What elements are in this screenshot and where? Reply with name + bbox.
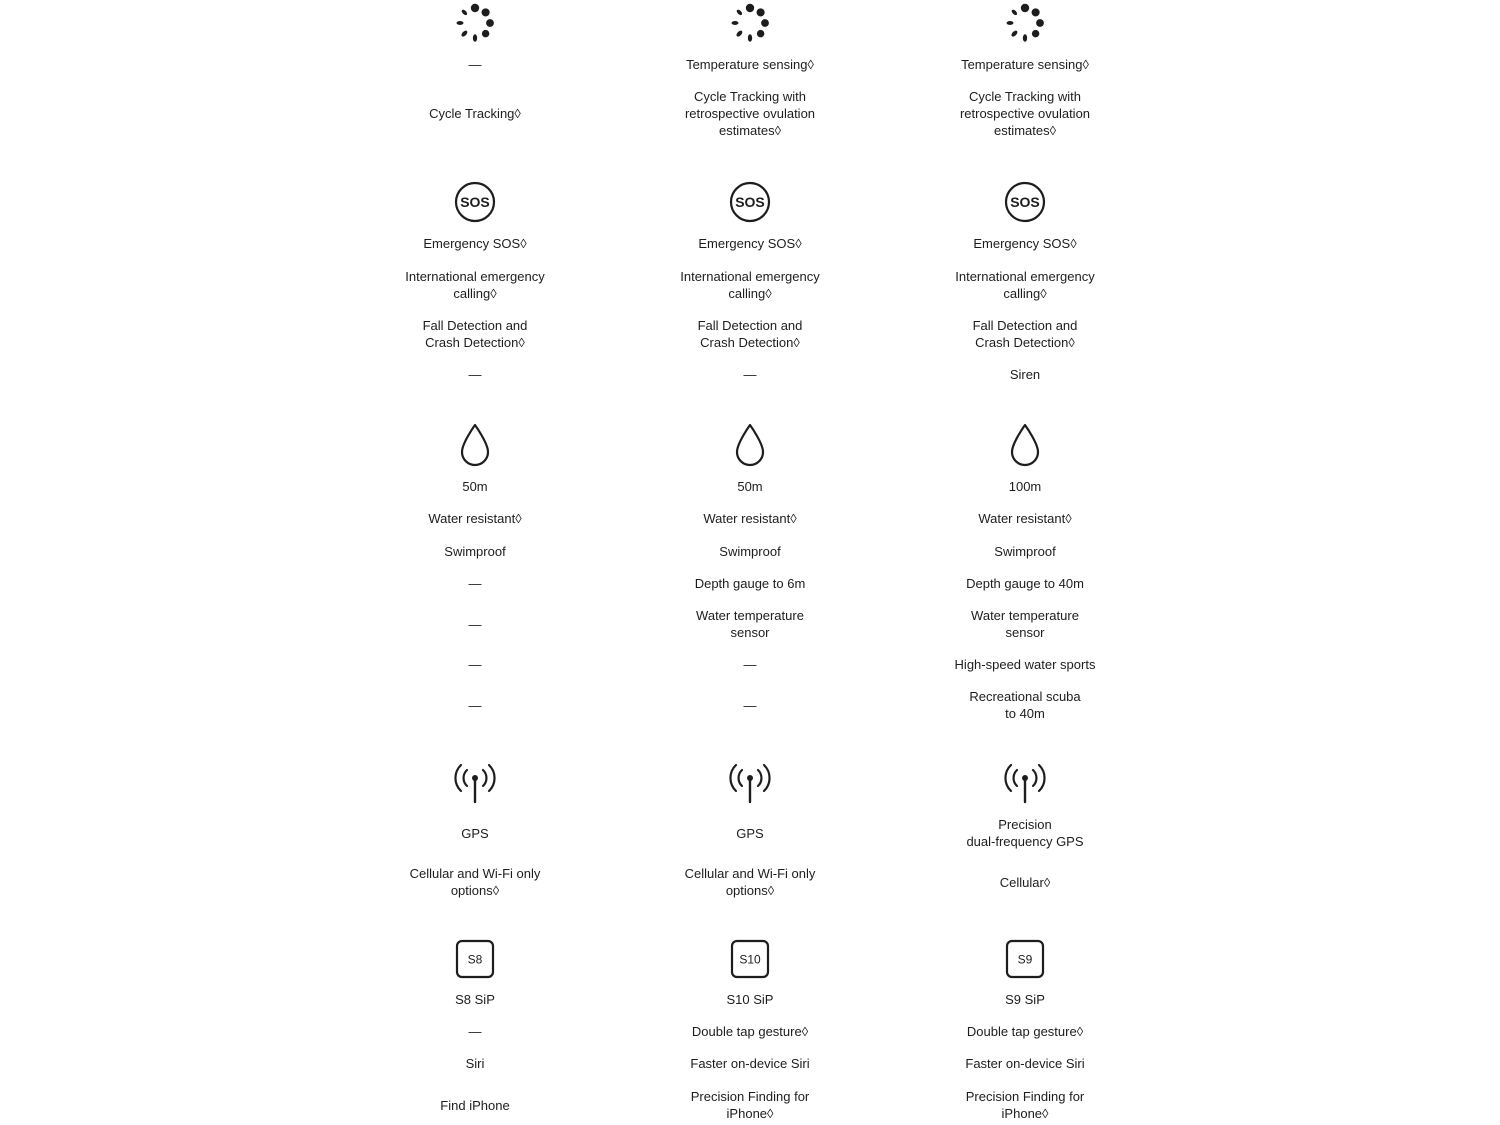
feature-sos: Emergency SOS◊	[698, 236, 802, 251]
loading-spinner-icon	[728, 1, 772, 45]
feature-swimproof: Swimproof	[719, 544, 781, 559]
feature-cycle: Cycle Tracking◊	[429, 106, 521, 121]
sos-icon-text: SOS	[1010, 194, 1040, 210]
feature-sos: Emergency SOS◊	[973, 236, 1077, 251]
feature-siren: —	[743, 367, 757, 382]
feature-siri: Siri	[465, 1056, 485, 1071]
feature-scuba: —	[468, 697, 482, 713]
feature-high-speed: High-speed water sports	[954, 657, 1096, 672]
feature-find: Precision Finding for iPhone◊	[690, 1089, 810, 1121]
feature-gps: GPS	[461, 825, 489, 841]
feature-depth-gauge: Depth gauge to 6m	[694, 576, 806, 591]
feature-depth-rating: 50m	[462, 479, 488, 494]
feature-fall: Fall Detection and Crash Detection◊	[697, 318, 803, 350]
feature-chip-label: S9 SiP	[1005, 992, 1045, 1007]
feature-chip-label: S10 SiP	[726, 992, 774, 1007]
water-drop-icon	[1009, 423, 1041, 467]
feature-water-temp: —	[468, 616, 482, 632]
sos-icon	[729, 181, 771, 223]
feature-fall: Fall Detection and Crash Detection◊	[422, 318, 528, 350]
feature-temperature: —	[468, 57, 482, 72]
feature-find: Find iPhone	[440, 1097, 510, 1113]
feature-temperature: Temperature sensing◊	[686, 57, 814, 72]
feature-siri: Faster on-device Siri	[690, 1056, 810, 1071]
feature-intl: International emergency calling◊	[955, 269, 1095, 301]
feature-siren: Siren	[1009, 367, 1041, 382]
water-drop-icon	[459, 423, 491, 467]
sos-icon	[1004, 181, 1046, 223]
feature-water-resistant: Water resistant◊	[703, 511, 797, 526]
feature-temperature: Temperature sensing◊	[961, 57, 1089, 72]
feature-siri: Faster on-device Siri	[965, 1056, 1085, 1071]
feature-cycle: Cycle Tracking with retrospective ovulation estimates◊	[684, 89, 816, 138]
feature-scuba: Recreational scuba to 40m	[969, 689, 1081, 721]
loading-spinner-icon	[1003, 1, 1047, 45]
feature-cellular: Cellular◊	[999, 874, 1051, 890]
antenna-signal-icon	[452, 762, 498, 804]
loading-spinner-icon	[453, 1, 497, 45]
antenna-signal-icon	[1002, 762, 1048, 804]
chip-icon	[1005, 939, 1045, 979]
feature-scuba: —	[743, 697, 757, 713]
feature-sos: Emergency SOS◊	[423, 236, 527, 251]
feature-depth-gauge: Depth gauge to 40m	[966, 576, 1084, 591]
feature-gps: Precision dual-frequency GPS	[966, 817, 1084, 849]
feature-intl: International emergency calling◊	[680, 269, 820, 301]
chip-icon	[455, 939, 495, 979]
feature-water-resistant: Water resistant◊	[428, 511, 522, 526]
sos-icon-text: SOS	[460, 194, 490, 210]
feature-swimproof: Swimproof	[994, 544, 1056, 559]
feature-double-tap: Double tap gesture◊	[691, 1024, 809, 1039]
feature-intl: International emergency calling◊	[405, 269, 545, 301]
sos-icon	[454, 181, 496, 223]
feature-fall: Fall Detection and Crash Detection◊	[972, 318, 1078, 350]
feature-high-speed: —	[743, 657, 757, 672]
feature-cellular: Cellular and Wi-Fi only options◊	[684, 866, 816, 898]
chip-icon-text: S8	[467, 952, 483, 967]
feature-swimproof: Swimproof	[444, 544, 506, 559]
feature-find: Precision Finding for iPhone◊	[965, 1089, 1085, 1121]
feature-chip-label: S8 SiP	[455, 992, 495, 1007]
antenna-signal-icon	[727, 762, 773, 804]
water-drop-icon	[734, 423, 766, 467]
feature-high-speed: —	[468, 657, 482, 672]
feature-water-temp: Water temperature sensor	[971, 608, 1079, 640]
feature-gps: GPS	[736, 825, 764, 841]
chip-icon-text: S10	[739, 952, 761, 967]
chip-icon	[730, 939, 770, 979]
feature-water-temp: Water temperature sensor	[696, 608, 804, 640]
feature-cellular: Cellular and Wi-Fi only options◊	[409, 866, 541, 898]
feature-double-tap: Double tap gesture◊	[966, 1024, 1084, 1039]
feature-water-resistant: Water resistant◊	[978, 511, 1072, 526]
feature-depth-gauge: —	[468, 576, 482, 591]
feature-cycle: Cycle Tracking with retrospective ovulation estimates◊	[959, 89, 1091, 138]
feature-depth-rating: 50m	[737, 479, 763, 494]
chip-icon-text: S9	[1017, 952, 1033, 967]
sos-icon-text: SOS	[735, 194, 765, 210]
feature-depth-rating: 100m	[1008, 479, 1042, 494]
feature-double-tap: —	[468, 1024, 482, 1039]
feature-siren: —	[468, 367, 482, 382]
